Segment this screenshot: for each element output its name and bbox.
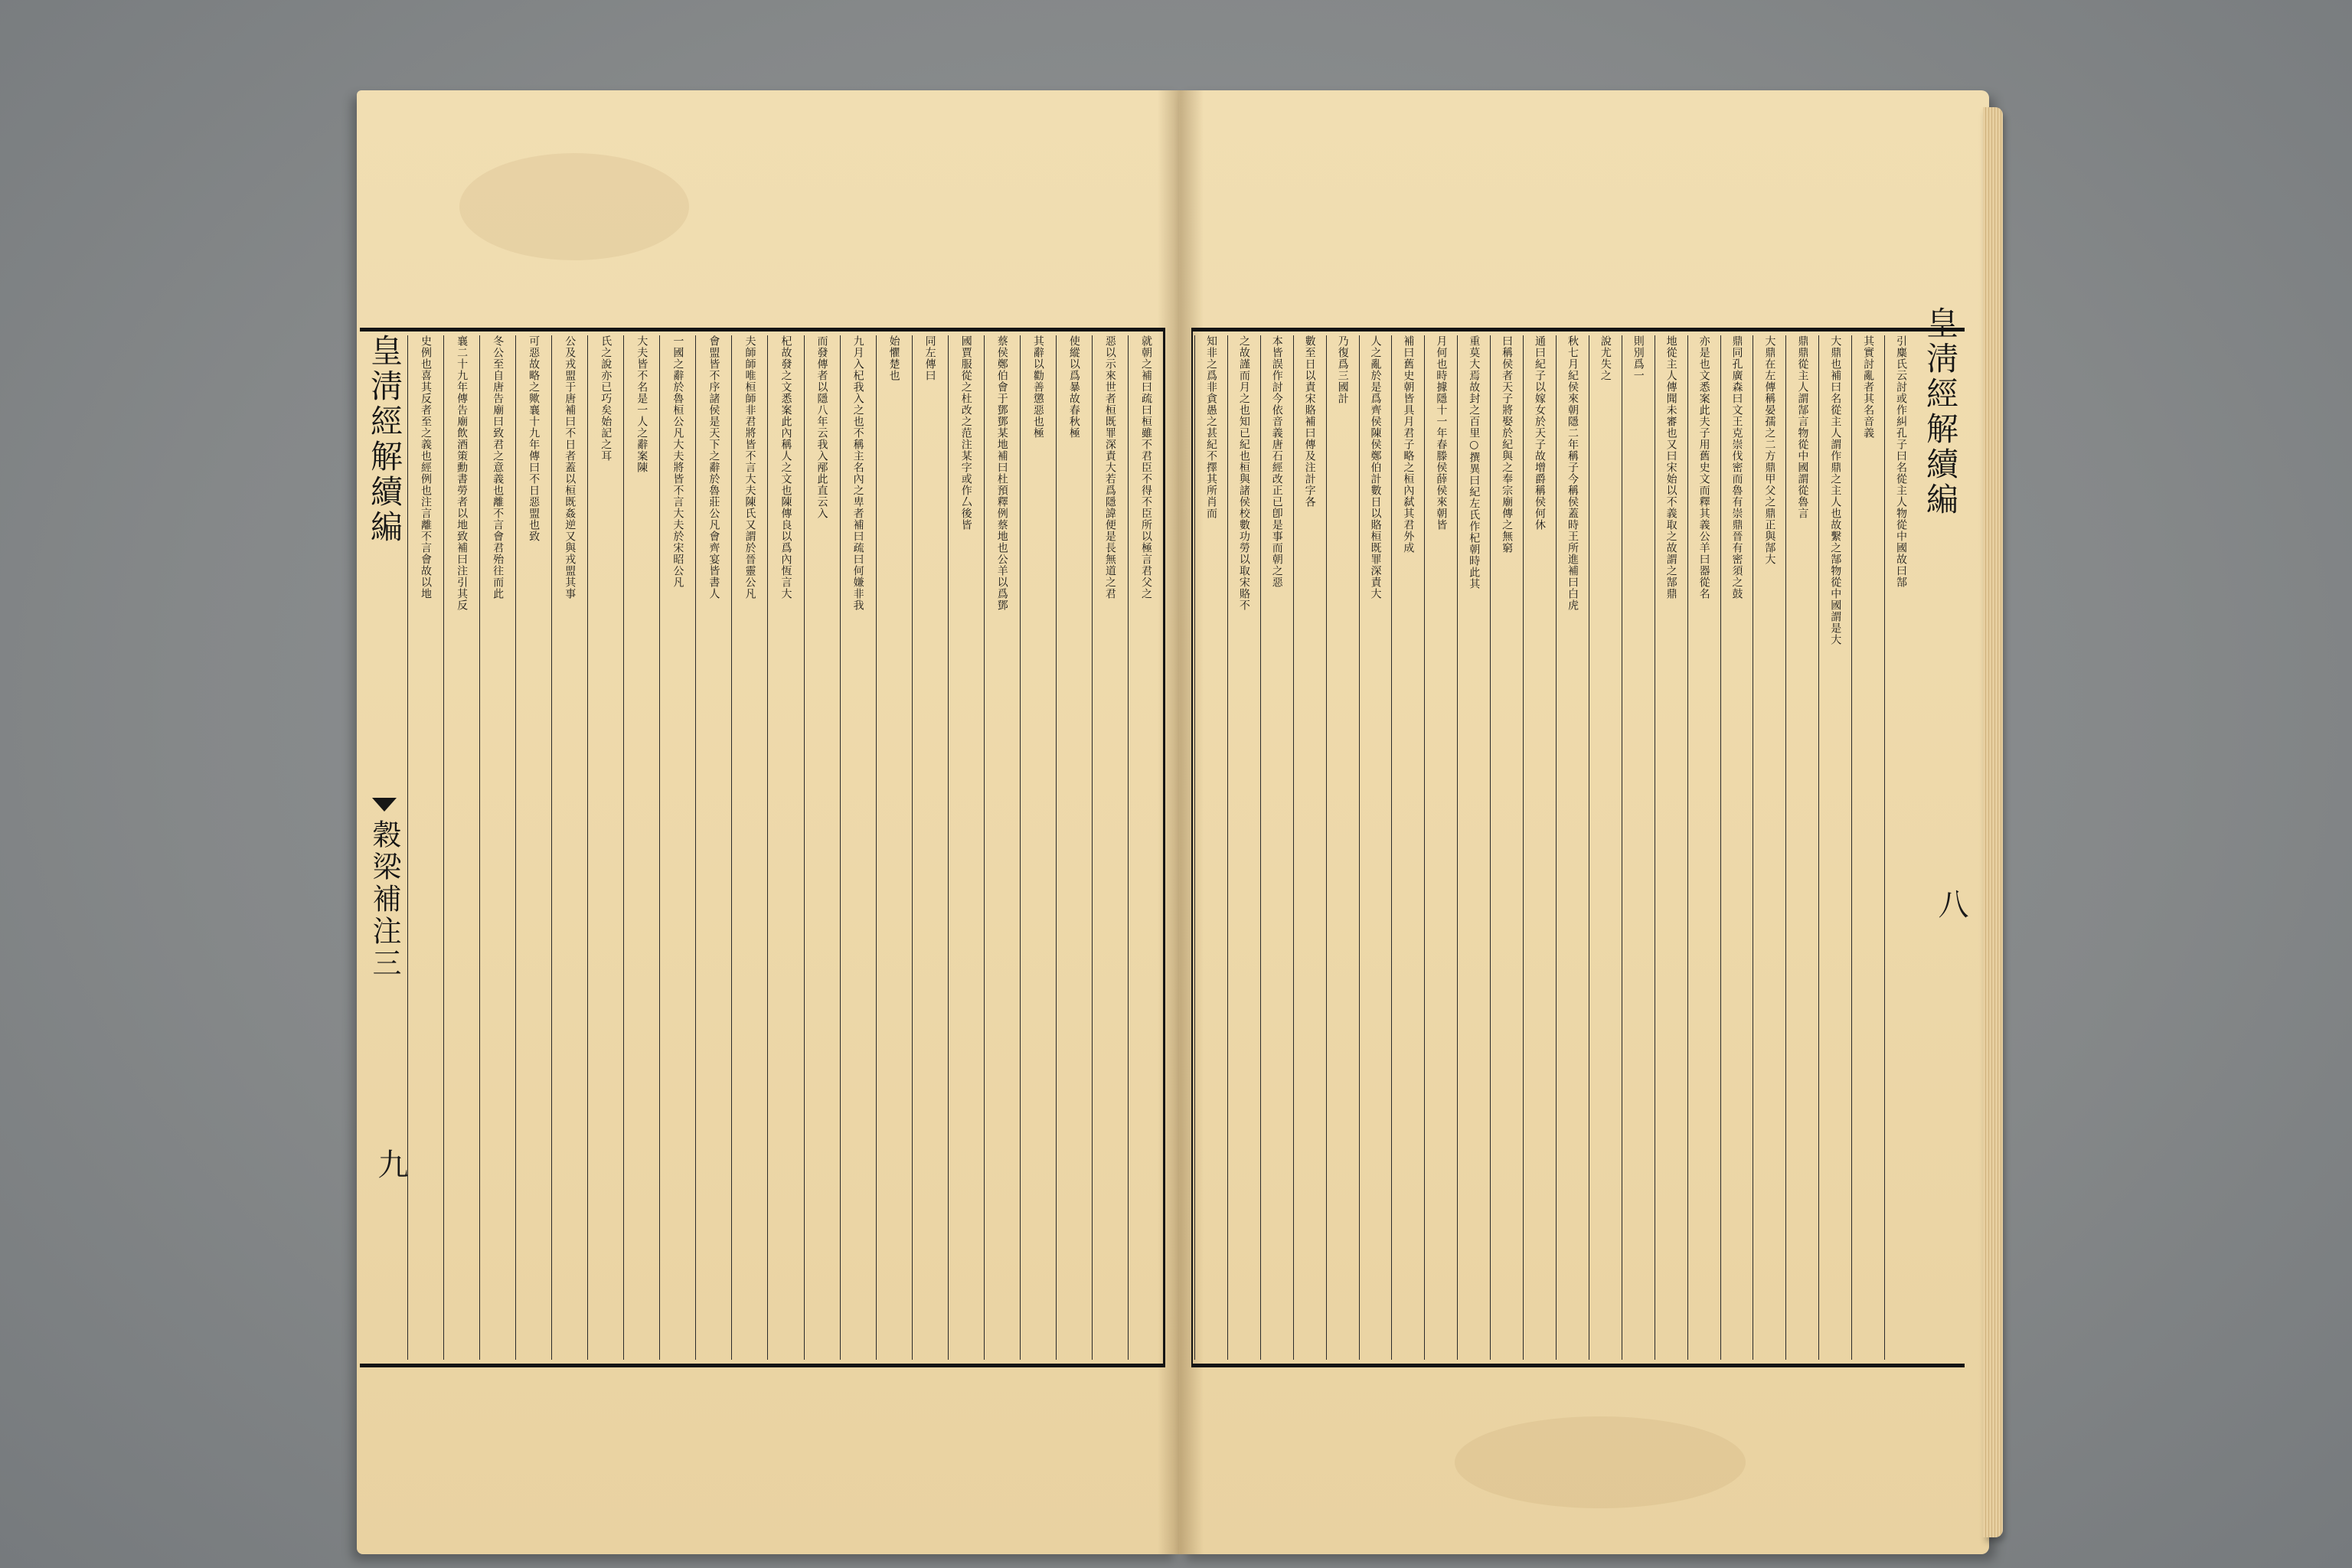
column-text: 可惡故略之歟襄十九年傳曰不日惡盟也致	[528, 335, 541, 542]
column-text: 一國之辭於魯桓公凡大夫將皆不言大夫於宋昭公凡	[671, 335, 684, 588]
text-column	[876, 335, 912, 1360]
page-edges	[1983, 107, 2003, 1537]
column-text: 冬公至自唐告廟曰致君之意義也離不言會君殆往而此	[492, 335, 505, 599]
text-column	[840, 335, 876, 1360]
text-column	[515, 335, 551, 1360]
text-column	[1589, 335, 1622, 1360]
text-column	[1227, 335, 1260, 1360]
chapter-text: 穀梁補注三	[368, 819, 401, 980]
text-column	[1128, 335, 1164, 1360]
column-text: 引麋氏云討或作糾孔子曰名從主人物從中國故曰郜	[1895, 335, 1908, 588]
column-text: 大鼎也補曰名從主人謂作鼎之主人也故繫之郜物從中國謂是大	[1829, 335, 1842, 645]
column-text: 就朝之補曰疏曰桓雖不君臣不得不臣所以極言君父之	[1139, 335, 1152, 599]
text-column	[984, 335, 1020, 1360]
column-text: 乃復爲三國計	[1336, 335, 1349, 404]
paper-stain	[459, 153, 689, 260]
text-column	[1092, 335, 1128, 1360]
column-text: 月何也時據隱十一年春滕侯薛侯來朝皆	[1435, 335, 1448, 531]
right-banxin-title	[1919, 306, 1962, 735]
column-text: 公及戎盟于唐補曰不日者蓋以桓既姦逆又與戎盟其事	[564, 335, 577, 599]
column-text: 會盟皆不序諸侯是天下之辭於魯莊公凡會齊宴皆書人	[707, 335, 720, 599]
fish-tail-mark	[372, 798, 397, 812]
column-text: 氏之說亦已巧矣始記之耳	[599, 335, 612, 462]
text-column	[1391, 335, 1424, 1360]
text-column	[1359, 335, 1392, 1360]
column-text: 人之亂於是爲齊侯陳侯鄭伯計數日以賂桓既罪深責大	[1369, 335, 1382, 599]
text-column	[695, 335, 731, 1360]
column-text: 使縱以爲暴故春秋極	[1067, 335, 1080, 439]
text-column	[1818, 335, 1851, 1360]
column-text: 曰稱侯者天子將娶於紀與之奉宗廟傳之無窮	[1501, 335, 1514, 554]
text-column	[1687, 335, 1720, 1360]
column-text: 同左傳曰	[923, 335, 936, 381]
text-column	[659, 335, 695, 1360]
text-column	[587, 335, 623, 1360]
column-text: 數至日以責宋賂補曰傳及注計字各	[1303, 335, 1316, 508]
text-column	[623, 335, 659, 1360]
right-page-number: 八	[1933, 888, 1968, 919]
column-text: 夫師師唯桓師非君將皆不言大夫陳氏又謂於晉靈公凡	[743, 335, 756, 599]
column-text: 國賈服從之杜改之范注某字或作厶後皆	[959, 335, 972, 531]
text-column	[804, 335, 840, 1360]
column-text: 通曰紀子以嫁女於天子故增爵稱侯何休	[1534, 335, 1547, 531]
text-column	[1655, 335, 1687, 1360]
paper-stain	[1455, 1416, 1746, 1508]
banxin-title-text: 皇淸經解續編	[366, 334, 403, 545]
text-column	[1056, 335, 1092, 1360]
text-column	[767, 335, 803, 1360]
text-column	[1020, 335, 1056, 1360]
text-column	[1523, 335, 1556, 1360]
text-column	[1851, 335, 1884, 1360]
text-column	[1424, 335, 1457, 1360]
column-text: 本皆誤作討今依音義唐石經改正已卽是事而朝之惡	[1270, 335, 1283, 588]
text-column	[1556, 335, 1589, 1360]
text-column	[1260, 335, 1293, 1360]
column-text: 補曰舊史朝皆具月君子略之桓內弑其君外成	[1402, 335, 1415, 554]
left-banxin-title	[363, 334, 406, 793]
column-text: 鼎鼎從主人謂郜言物從中國謂從魯言	[1796, 335, 1809, 519]
column-text: 而發傳者以隱八年云我入邴此直云入	[815, 335, 828, 519]
column-text: 知非之爲非貪愚之甚紀不擇其所肖而	[1204, 335, 1217, 519]
column-text: 其實討亂者其名音義	[1862, 335, 1875, 439]
column-text: 說尤失之	[1599, 335, 1612, 381]
text-column	[479, 335, 515, 1360]
column-text: 襄二十九年傳告廟飲酒策勳書勞者以地致補曰注引其反	[456, 335, 469, 611]
banxin-title-text: 皇淸經解續編	[1922, 306, 1959, 518]
text-column	[1785, 335, 1818, 1360]
text-column	[1457, 335, 1490, 1360]
column-text: 大鼎在左傳稱晏孺之二方鼎甲父之鼎正與郜大	[1763, 335, 1776, 565]
column-text: 蔡侯鄭伯會于鄧鄧某地補曰杜預釋例蔡地也公羊以爲鄧	[995, 335, 1008, 611]
text-column	[1194, 335, 1227, 1360]
text-column	[1720, 335, 1753, 1360]
column-text: 史例也喜其反者至之義也經例也注言離不言會故以地	[420, 335, 433, 599]
column-text: 始懼楚也	[887, 335, 900, 381]
column-text: 其辭以勸善懲惡也極	[1031, 335, 1044, 439]
text-column	[407, 335, 443, 1360]
text-column	[1490, 335, 1523, 1360]
column-text: 惡以示來世者桓既罪深責大若爲隱諱便是長無道之君	[1103, 335, 1116, 599]
text-column	[443, 335, 479, 1360]
column-text: 杞故發之文悉案此內稱人之文也陳傳良以爲內恆言大	[779, 335, 792, 599]
text-column	[551, 335, 587, 1360]
column-text: 九月入杞我入之也不稱主名內之卑者補曰疏曰何嫌非我	[851, 335, 864, 611]
column-text: 地從主人傳聞未審也又曰宋始以不義取之故謂之郜鼎	[1664, 335, 1677, 599]
column-text: 重莫大焉故封之百里○撰異曰紀左氏作杞朝時此其	[1468, 335, 1481, 590]
column-text: 之故謹而月之也知已紀也桓與諸侯校數功勞以取宋賂不	[1237, 335, 1250, 611]
text-column	[948, 335, 984, 1360]
column-text: 鼎同孔廣森曰文王克崇伐密而魯有崇鼎晉有密須之鼓	[1730, 335, 1743, 599]
text-column	[1326, 335, 1359, 1360]
text-column	[731, 335, 767, 1360]
left-page-number: 九	[373, 1148, 408, 1179]
text-column	[912, 335, 948, 1360]
left-chapter-label	[363, 819, 406, 1034]
column-text: 亦是也文悉案此夫子用舊史文而釋其義公羊曰器從名	[1697, 335, 1710, 599]
column-text: 大夫皆不名是一人之辭案陳	[635, 335, 648, 473]
column-text: 秋七月紀侯來朝隱二年稱子今稱侯蓋時王所進補曰白虎	[1566, 335, 1579, 611]
text-column	[1293, 335, 1326, 1360]
column-text: 則別爲一	[1632, 335, 1645, 381]
text-column	[1884, 335, 1917, 1360]
text-column	[1753, 335, 1785, 1360]
text-column	[1622, 335, 1655, 1360]
